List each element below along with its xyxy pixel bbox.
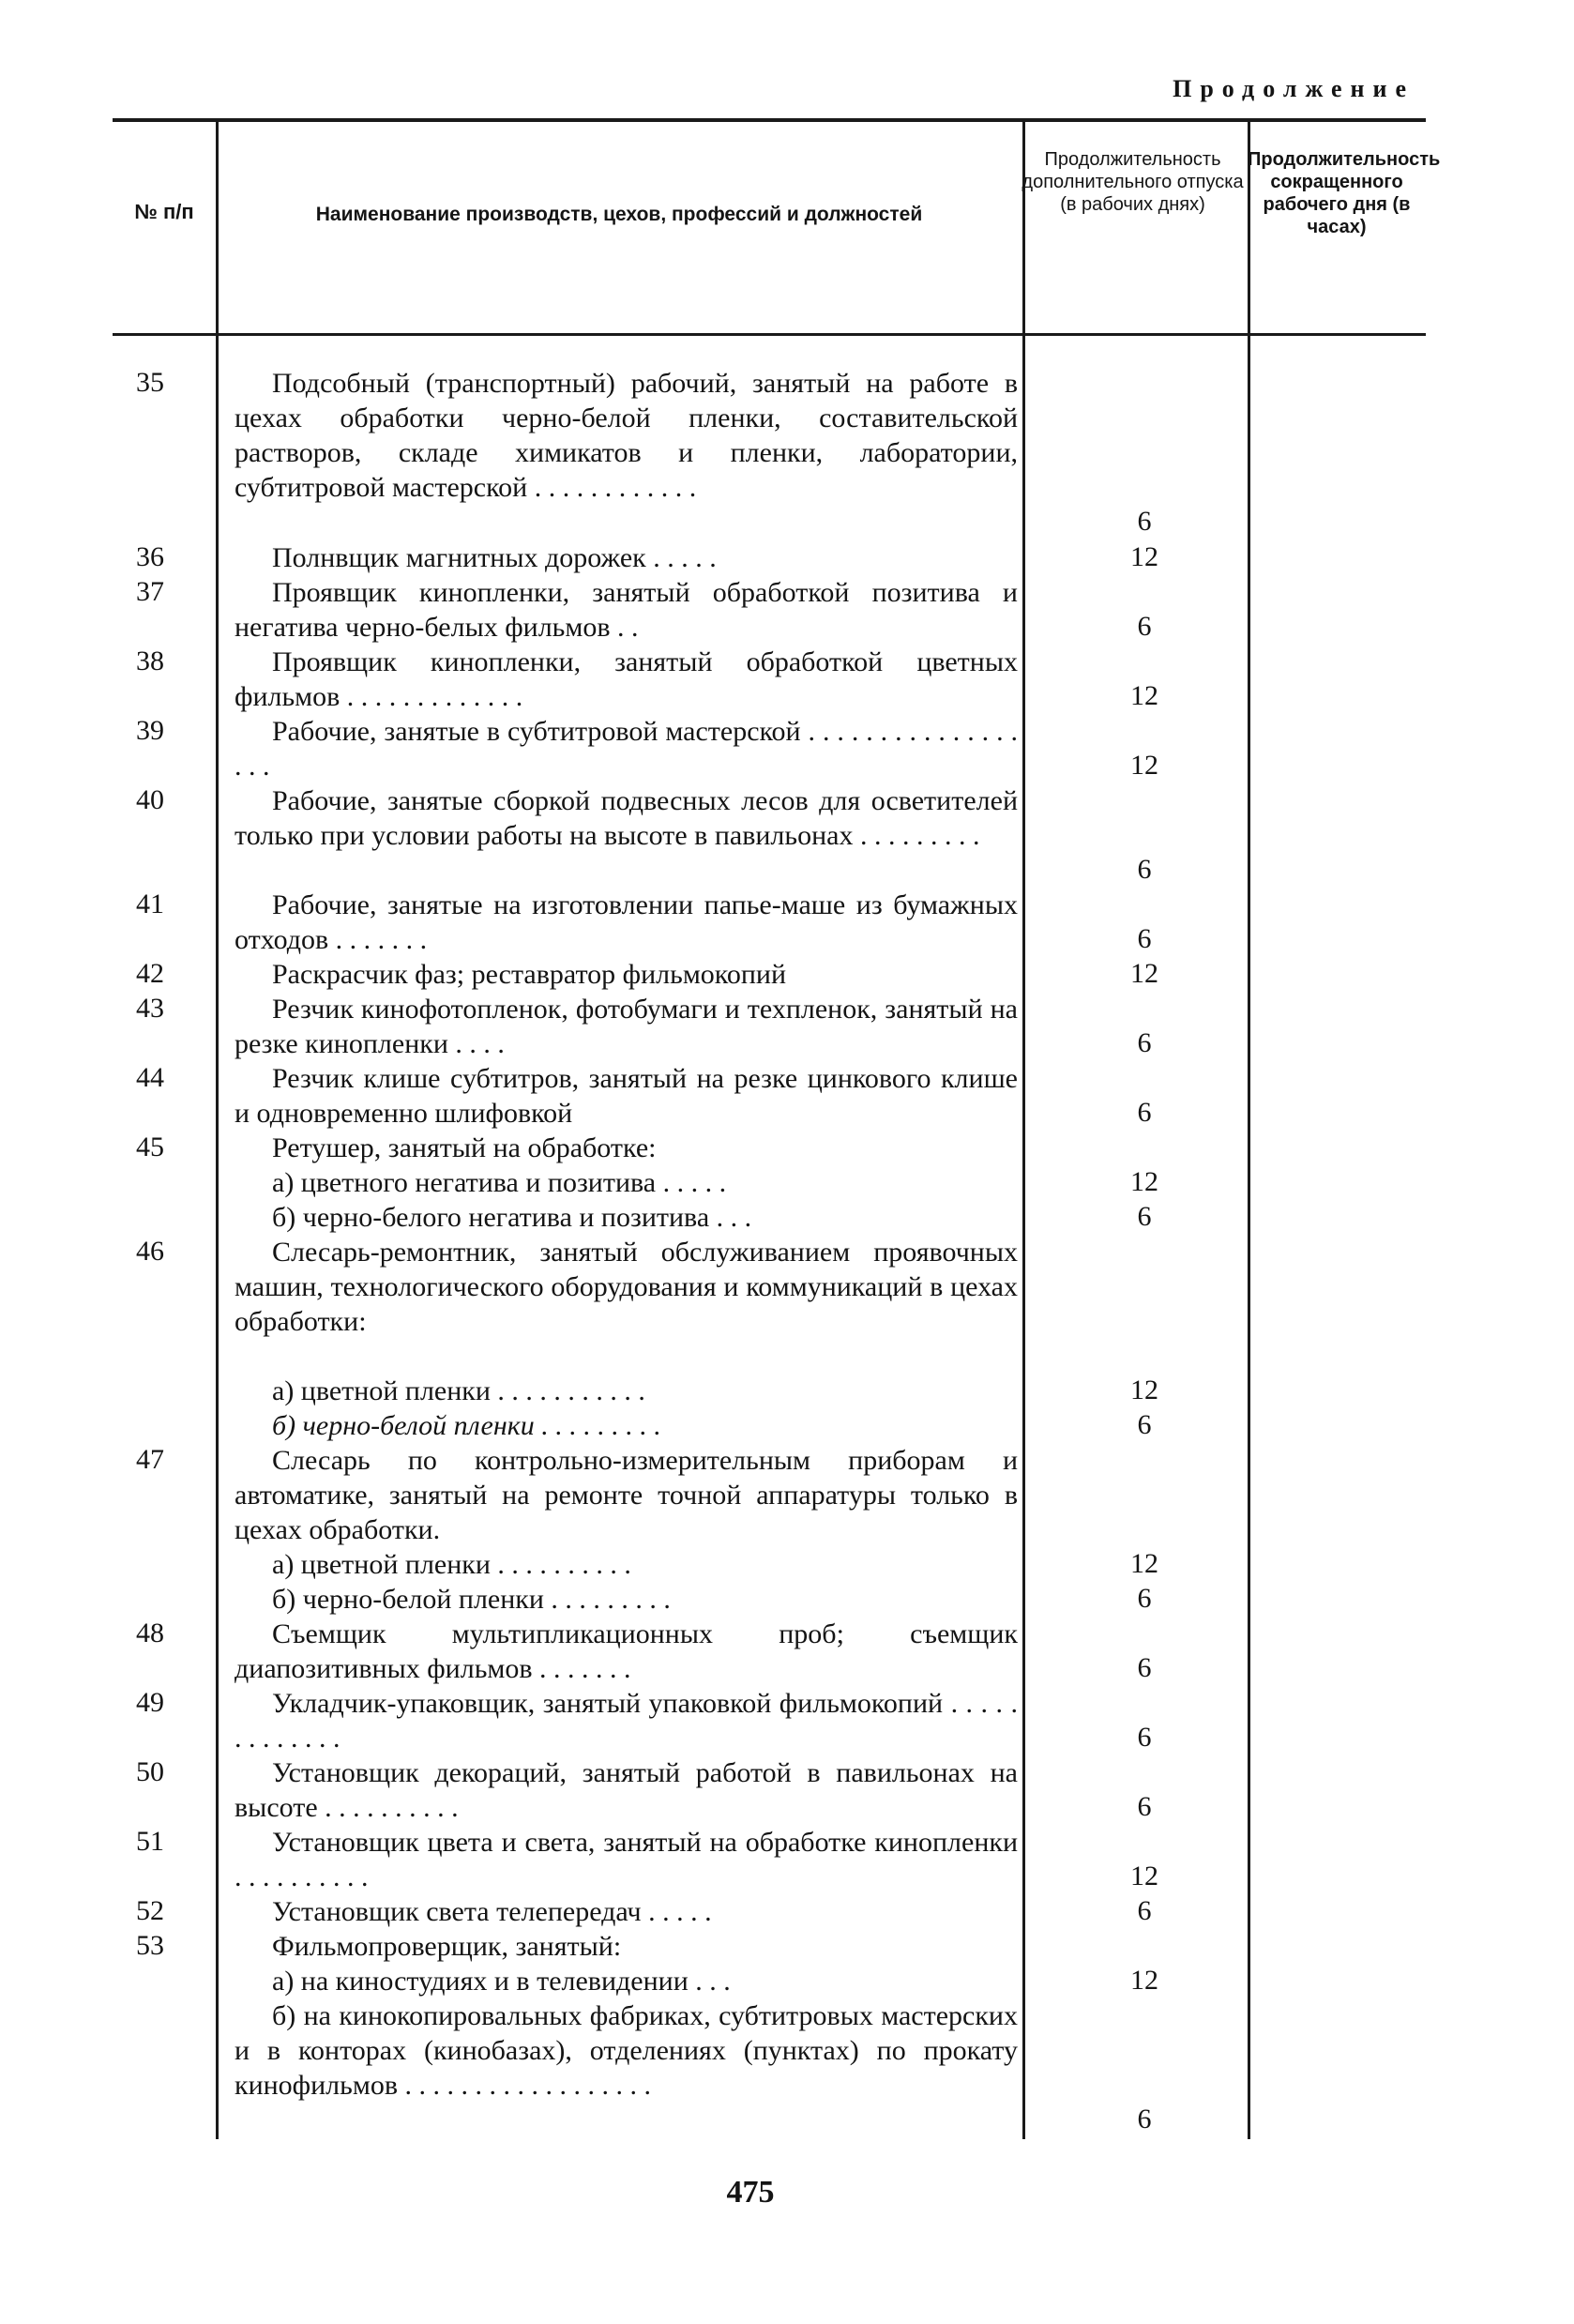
row-number: 45 xyxy=(136,1132,164,1162)
row-vacation-value: 6 xyxy=(1137,854,1152,885)
row-text: Проявщик кинопленки, занятый обработкой цветных фильмов . . . . . . . . . . . . . xyxy=(235,646,1018,712)
header-name: Наименование производств, цехов, профессий и должностей xyxy=(315,204,923,225)
page-number: 475 xyxy=(726,2175,775,2210)
row-vacation-value: 12 xyxy=(1130,750,1158,781)
col-divider-2 xyxy=(1022,122,1025,2139)
row-text: б) черно-белой пленки . . . . . . . . . xyxy=(272,1410,661,1441)
row-vacation-value: 6 xyxy=(1137,611,1152,642)
row-vacation-value: 12 xyxy=(1130,1166,1158,1197)
col-divider-1 xyxy=(216,122,219,2139)
row-vacation-value: 6 xyxy=(1137,506,1152,537)
row-text: Установщик света телепередач . . . . . xyxy=(272,1896,712,1927)
row-text: Съемщик мультипликационных проб; съемщик диапозитивных фильмов . . . . . . . xyxy=(235,1618,1018,1684)
header-workday: Продолжительность сокращенного рабочего дня (в часах) xyxy=(1248,149,1441,237)
row-number: 44 xyxy=(136,1062,164,1093)
row-text: б) черно-белого негатива и позитива . . . xyxy=(272,1202,752,1233)
row-number: 43 xyxy=(136,993,164,1024)
row-text: Резчик клише субтитров, занятый на резке цинкового клише и одновременно шлифовкой xyxy=(235,1063,1018,1129)
row-number: 36 xyxy=(136,541,164,572)
row-text: а) на киностудиях и в телевидении . . . xyxy=(272,1966,731,1997)
row-text: Проявщик кинопленки, занятый обработкой позитива и негатива черно-белых фильмов . . xyxy=(235,577,1018,643)
row-number: 40 xyxy=(136,784,164,815)
row-text: Установщик цвета и света, занятый на обработке кинопленки . . . . . . . . . . xyxy=(235,1827,1018,1892)
header-num: № п/п xyxy=(134,200,194,223)
row-text: а) цветной пленки . . . . . . . . . . xyxy=(272,1549,631,1580)
row-text: Установщик декораций, занятый работой в павильонах на высоте . . . . . . . . . . xyxy=(235,1757,1018,1823)
row-vacation-value: 6 xyxy=(1137,923,1152,954)
row-vacation-value: 6 xyxy=(1137,1895,1152,1926)
row-number: 38 xyxy=(136,646,164,676)
row-number: 52 xyxy=(136,1895,164,1926)
row-text: б) на кинокопировальных фабриках, субтитровых мастерских и в конторах (кинобазах), отделениях (пунктах) по прокату кинофильмов . . . . . . . . . . . . . . . . . . xyxy=(235,2000,1018,2101)
row-number: 35 xyxy=(136,367,164,398)
row-text: Рабочие, занятые сборкой подвесных лесов для осветителей только при условии работы на высоте в павильонах . . . . . . . . . xyxy=(235,785,1018,851)
row-number: 53 xyxy=(136,1930,164,1961)
row-vacation-value: 12 xyxy=(1130,1548,1158,1579)
row-number: 42 xyxy=(136,958,164,989)
row-text: а) цветной пленки . . . . . . . . . . . xyxy=(272,1375,645,1406)
continuation-label: Продолжение xyxy=(1173,75,1415,102)
row-number: 39 xyxy=(136,715,164,746)
row-number: 37 xyxy=(136,576,164,607)
row-text: Укладчик-упаковщик, занятый упаковкой фильмокопий . . . . . . . . . . . . . xyxy=(235,1688,1018,1754)
header-bottom-rule xyxy=(113,333,1426,336)
row-number: 50 xyxy=(136,1756,164,1787)
row-text: Рабочие, занятые в субтитровой мастерской . . . . . . . . . . . . . . . . . . xyxy=(235,716,1018,782)
row-vacation-value: 6 xyxy=(1137,1097,1152,1128)
row-text: Подсобный (транспортный) рабочий, занятый на работе в цехах обработки черно-белой пленки, составительской растворов, складе химикатов и пленки, лаборатории, субтитровой мастерской . . . . . . . . . . . . xyxy=(235,368,1018,503)
row-number: 46 xyxy=(136,1236,164,1267)
row-vacation-value: 12 xyxy=(1130,1375,1158,1405)
row-vacation-value: 6 xyxy=(1137,1652,1152,1683)
row-vacation-value: 6 xyxy=(1137,2104,1152,2134)
row-vacation-value: 12 xyxy=(1130,680,1158,711)
row-vacation-value: 12 xyxy=(1130,1861,1158,1891)
row-text: Полнвщик магнитных дорожек . . . . . xyxy=(272,542,717,573)
row-vacation-value: 12 xyxy=(1130,958,1158,989)
row-number: 48 xyxy=(136,1618,164,1648)
row-number: 47 xyxy=(136,1444,164,1475)
row-text: Ретушер, занятый на обработке: xyxy=(272,1132,657,1163)
row-text: Слесарь-ремонтник, занятый обслуживанием проявочных машин, технологического оборудования и коммуникаций в цехах обработки: xyxy=(235,1237,1018,1337)
row-vacation-value: 6 xyxy=(1137,1201,1152,1232)
row-text: Резчик кинофотопленок, фотобумаги и техпленок, занятый на резке кинопленки . . . . xyxy=(235,994,1018,1059)
header-vacation: Продолжительность дополнительного отпуска (в рабочих днях) xyxy=(1022,149,1244,215)
row-text: Слесарь по контрольно-измерительным приборам и автоматике, занятый на ремонте точной аппаратуры только в цехах обработки. xyxy=(235,1445,1018,1545)
row-vacation-value: 6 xyxy=(1137,1791,1152,1822)
row-text: Раскрасчик фаз; реставратор фильмокопий xyxy=(272,959,787,990)
row-vacation-value: 12 xyxy=(1130,1965,1158,1996)
row-number: 41 xyxy=(136,889,164,919)
row-text: а) цветного негатива и позитива . . . . . xyxy=(272,1167,727,1198)
row-vacation-value: 6 xyxy=(1137,1583,1152,1614)
row-vacation-value: 6 xyxy=(1137,1722,1152,1753)
row-vacation-value: 6 xyxy=(1137,1409,1152,1440)
table-top-rule xyxy=(113,118,1426,122)
row-number: 49 xyxy=(136,1687,164,1718)
row-vacation-value: 6 xyxy=(1137,1027,1152,1058)
row-text: Рабочие, занятые на изготовлении папье-маше из бумажных отходов . . . . . . . xyxy=(235,889,1018,955)
row-text: Фильмопроверщик, занятый: xyxy=(272,1931,622,1962)
row-vacation-value: 12 xyxy=(1130,541,1158,572)
row-number: 51 xyxy=(136,1826,164,1857)
col-divider-3 xyxy=(1248,122,1250,2139)
row-text: б) черно-белой пленки . . . . . . . . . xyxy=(272,1584,671,1615)
